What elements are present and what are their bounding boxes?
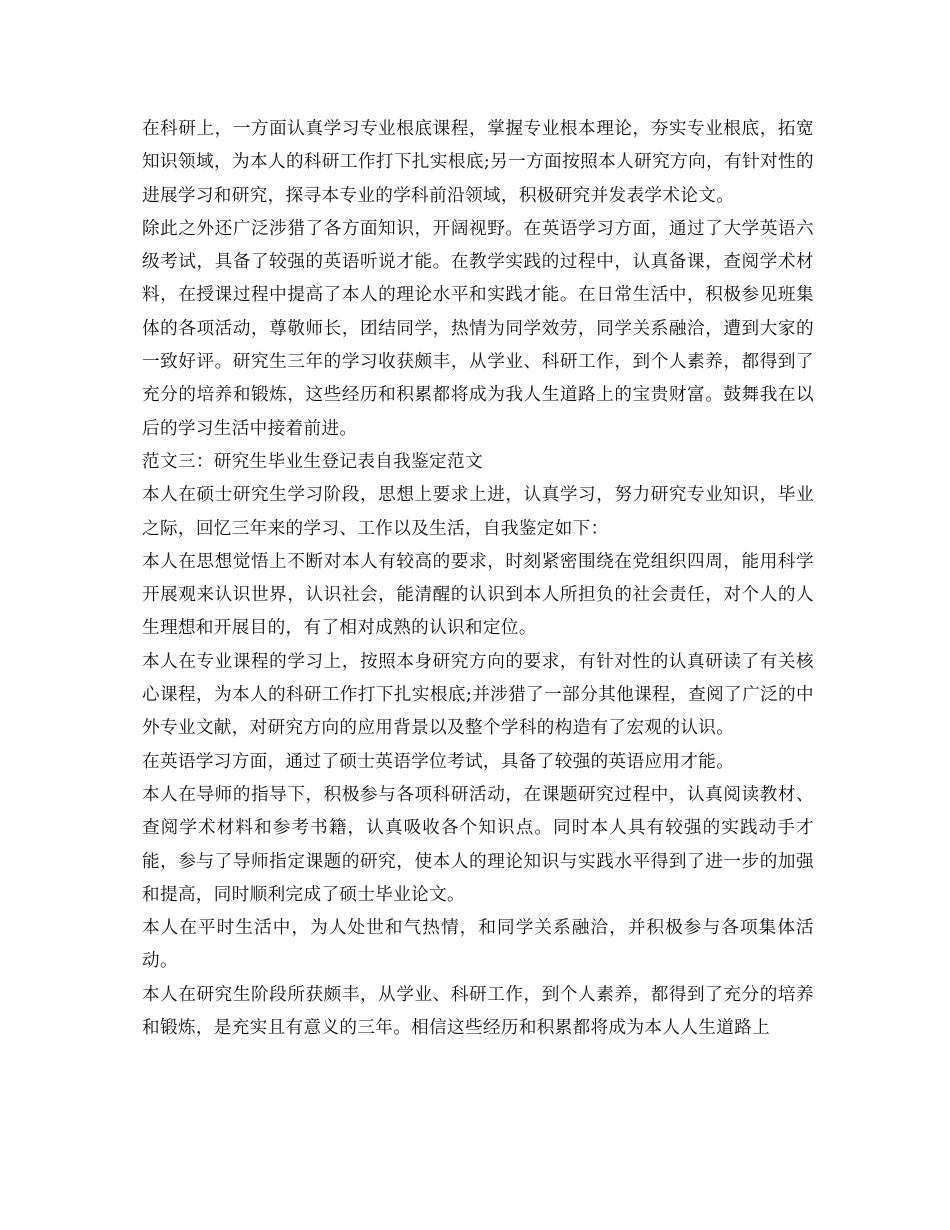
paragraph-intro: 本人在硕士研究生学习阶段，思想上要求上进，认真学习，努力研究专业知识，毕业之际，回忆三年来的学习、工作以及生活，自我鉴定如下： [142, 485, 814, 539]
paragraph-courses: 本人在专业课程的学习上，按照本身研究方向的要求，有针对性的认真研读了有关核心课程，为本人的科研工作打下扎实根底;并涉猎了一部分其他课程，查阅了广泛的中外专业文献，对研究方向的应用背景以及整个学科的构造有了宏观的认识。 [142, 651, 814, 739]
paragraph-summary: 本人在研究生阶段所获颇丰，从学业、科研工作，到个人素养，都得到了充分的培养和锻炼，是充实且有意义的三年。相信这些经历和积累都将成为本人人生道路上 [142, 984, 814, 1039]
paragraph-daily-life: 本人在平时生活中，为人处世和气热情，和同学关系融洽，并积极参与各项集体活动。 [142, 918, 814, 972]
paragraph-ideology: 本人在思想觉悟上不断对本人有较高的要求，时刻紧密围绕在党组织四周，能用科学开展观来认识世界，认识社会，能清醒的认识到本人所担负的社会责任，对个人的人生理想和开展目的，有了相对成熟的认识和定位。 [142, 551, 814, 639]
section-heading: 范文三：研究生毕业生登记表自我鉴定范文 [142, 451, 483, 472]
paragraph-supervisor: 本人在导师的指导下，积极参与各项科研活动，在课题研究过程中，认真阅读教材、查阅学术材料和参考书籍，认真吸收各个知识点。同时本人具有较强的实践动手才能，参与了导师指定课题的研究，使本人的理论知识与实践水平得到了进一步的加强和提高，同时顺利完成了硕士毕业论文。 [142, 784, 814, 905]
paragraph-english: 在英语学习方面，通过了硕士英语学位考试，具备了较强的英语应用才能。 [142, 751, 735, 772]
paragraph-research: 在科研上，一方面认真学习专业根底课程，掌握专业根本理论，夯实专业根底，拓宽知识领域，为本人的科研工作打下扎实根底;另一方面按照本人研究方向，有针对性的进展学习和研究，探寻本专业的学科前沿领域，积极研究并发表学术论文。 [142, 119, 814, 206]
document-body [142, 113, 814, 1045]
paragraph-broad-knowledge: 除此之外还广泛涉猎了各方面知识，开阔视野。在英语学习方面，通过了大学英语六级考试，具备了较强的英语听说才能。在教学实践的过程中，认真备课，查阅学术材料，在授课过程中提高了本人的理论水平和实践才能。在日常生活中，积极参见班集体的各项活动，尊敬师长，团结同学，热情为同学效劳，同学关系融洽，遭到大家的一致好评。研究生三年的学习收获颇丰，从学业、科研工作，到个人素养，都得到了充分的培养和锻炼，这些经历和积累都将成为我人生道路上的宝贵财富。鼓舞我在以后的学习生活中接着前进。 [142, 218, 814, 439]
